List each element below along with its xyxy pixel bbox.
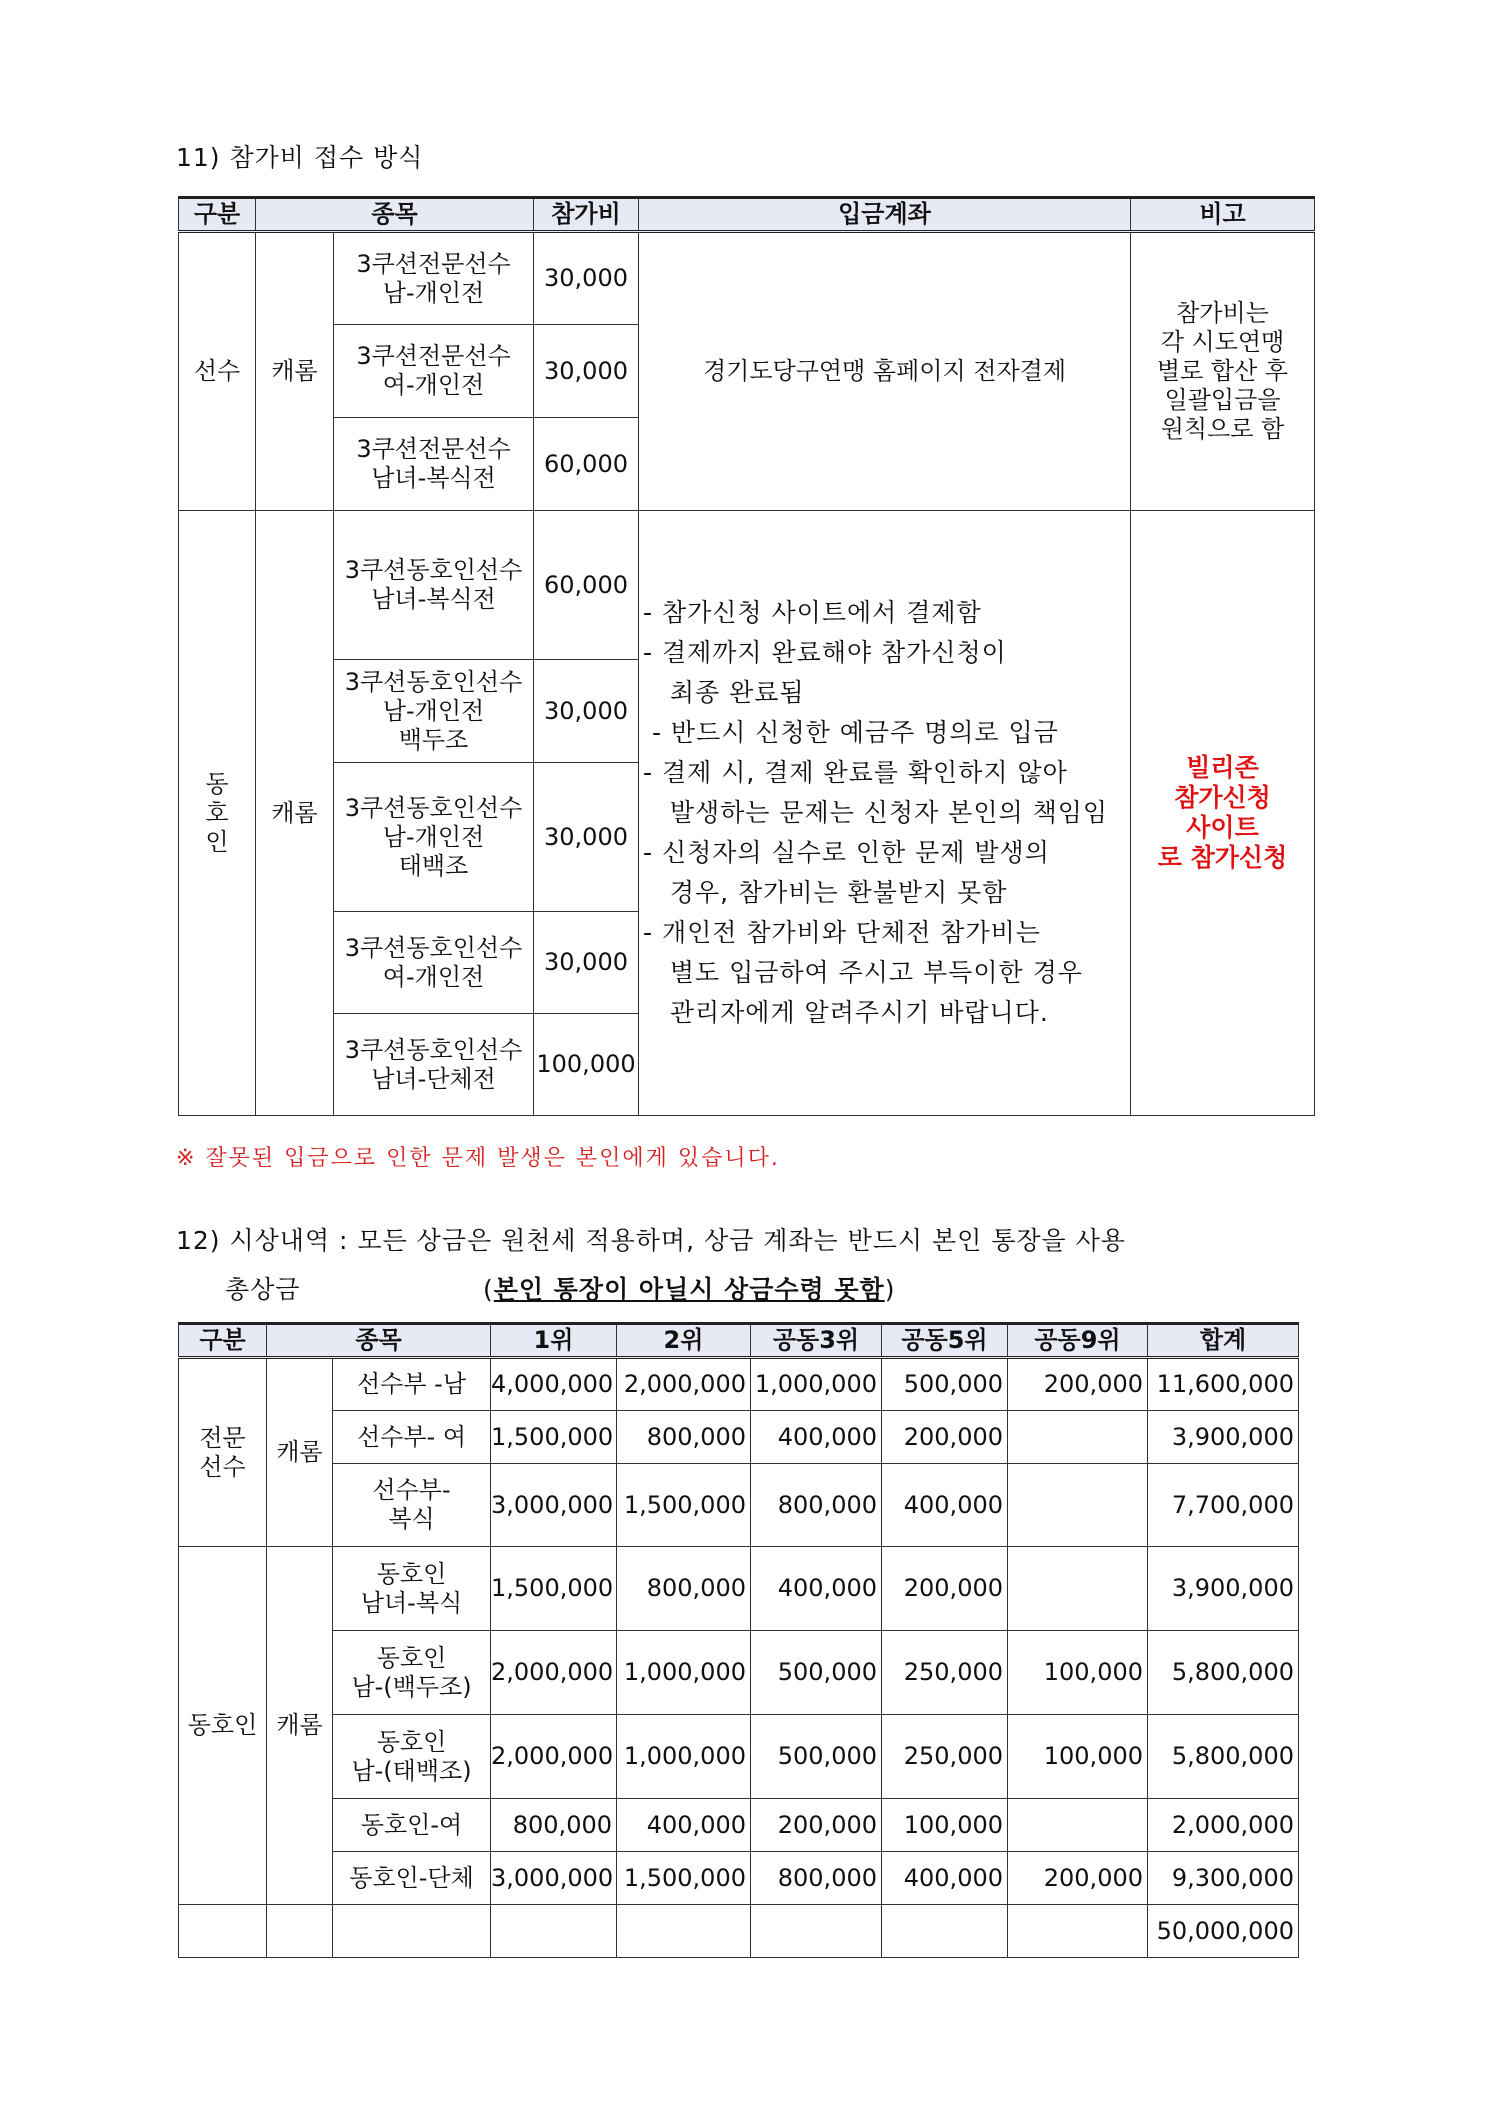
empty-cell — [617, 1905, 751, 1958]
fee-cell: 100,000 — [534, 1014, 639, 1116]
fee-cell: 30,000 — [534, 325, 639, 418]
event-cell: 동호인-여 — [333, 1799, 491, 1852]
empty-cell — [882, 1905, 1008, 1958]
prize-cell: 4,000,000 — [491, 1358, 617, 1411]
fee-cell: 60,000 — [534, 511, 639, 660]
note-line: - 결제까지 완료해야 참가신청이 — [643, 638, 1007, 667]
prize-cell: 250,000 — [882, 1631, 1008, 1715]
section-11-title: 11) 참가비 접수 방식 — [176, 143, 424, 172]
prize-cell: 400,000 — [617, 1799, 751, 1852]
fee-table-header — [179, 198, 1315, 232]
prize-cell: 200,000 — [882, 1411, 1008, 1464]
empty-cell — [1008, 1905, 1148, 1958]
prize-cell: 400,000 — [751, 1411, 882, 1464]
fee-table — [178, 196, 1315, 1116]
event-cell: 3쿠션전문선수 남녀-복식전 — [334, 418, 534, 511]
total-cell: 3,900,000 — [1148, 1547, 1299, 1631]
col-header: 구분 — [179, 198, 256, 232]
account-warning — [483, 1270, 895, 1306]
group-cell: 동호인 — [179, 1547, 267, 1905]
table-row — [179, 511, 1315, 660]
note-line: - 반드시 신청한 예금주 명의로 입금 — [643, 718, 1059, 747]
col-header: 비고 — [1131, 198, 1315, 232]
event-cell: 동호인 남녀-복식 — [333, 1547, 491, 1631]
empty-cell — [267, 1905, 333, 1958]
group-cell: 동 호 인 — [179, 511, 256, 1116]
prize-cell: 800,000 — [617, 1547, 751, 1631]
prize-cell: 100,000 — [882, 1799, 1008, 1852]
prize-cell — [1008, 1464, 1148, 1547]
paren-close: ) — [884, 1275, 896, 1304]
section-12-title: 12) 시상내역 : 모든 상금은 원천세 적용하며, 상금 계좌는 반드시 본인 통장을 사용 — [176, 1226, 1126, 1255]
account-cell: 경기도당구연맹 홈페이지 전자결제 — [639, 232, 1131, 511]
category-cell: 캐롬 — [256, 511, 334, 1116]
note-line: - 결제 시, 결제 완료를 확인하지 않아 — [643, 758, 1068, 787]
col-header: 공동3위 — [751, 1324, 882, 1358]
event-cell: 선수부 -남 — [333, 1358, 491, 1411]
table-row — [179, 1799, 1299, 1852]
prize-cell: 1,000,000 — [617, 1715, 751, 1799]
event-cell: 3쿠션동호인선수 여-개인전 — [334, 912, 534, 1014]
prize-cell: 2,000,000 — [491, 1631, 617, 1715]
col-header: 2위 — [617, 1324, 751, 1358]
prize-cell: 800,000 — [751, 1852, 882, 1905]
col-header: 종목 — [267, 1324, 491, 1358]
category-cell: 캐롬 — [256, 232, 334, 511]
col-header: 구분 — [179, 1324, 267, 1358]
grand-total-cell: 50,000,000 — [1148, 1905, 1299, 1958]
empty-cell — [179, 1905, 267, 1958]
warning-note: ※ 잘못된 입금으로 인한 문제 발생은 본인에게 있습니다. — [176, 1146, 780, 1171]
event-cell: 3쿠션동호인선수 남-개인전 태백조 — [334, 763, 534, 912]
total-cell: 9,300,000 — [1148, 1852, 1299, 1905]
prize-cell: 250,000 — [882, 1715, 1008, 1799]
event-cell: 3쿠션전문선수 여-개인전 — [334, 325, 534, 418]
note-line: 경우, 참가비는 환불받지 못함 — [643, 878, 1008, 907]
remark-cell: 참가비는 각 시도연맹 별로 합산 후 일괄입금을 원칙으로 함 — [1131, 232, 1315, 511]
prize-cell: 100,000 — [1008, 1631, 1148, 1715]
event-cell: 동호인 남-(백두조) — [333, 1631, 491, 1715]
note-line: 최종 완료됨 — [643, 678, 805, 707]
total-cell: 2,000,000 — [1148, 1799, 1299, 1852]
event-cell: 3쿠션동호인선수 남녀-단체전 — [334, 1014, 534, 1116]
prize-cell: 500,000 — [751, 1715, 882, 1799]
account-warning-text: 본인 통장이 아닐시 상금수령 못함 — [493, 1275, 885, 1304]
prize-cell — [1008, 1799, 1148, 1852]
prize-cell: 400,000 — [882, 1464, 1008, 1547]
table-row — [179, 1715, 1299, 1799]
note-line: 관리자에게 알려주시기 바랍니다. — [643, 998, 1049, 1027]
prize-cell: 1,500,000 — [491, 1411, 617, 1464]
group-cell: 전문 선수 — [179, 1358, 267, 1547]
payment-notes — [639, 511, 1131, 1116]
prize-cell: 200,000 — [751, 1799, 882, 1852]
prize-cell: 200,000 — [1008, 1358, 1148, 1411]
table-row — [179, 232, 1315, 325]
event-cell: 동호인 남-(태백조) — [333, 1715, 491, 1799]
group-cell: 선수 — [179, 232, 256, 511]
fee-cell: 30,000 — [534, 660, 639, 763]
prize-cell — [1008, 1547, 1148, 1631]
total-cell: 5,800,000 — [1148, 1715, 1299, 1799]
prize-cell: 100,000 — [1008, 1715, 1148, 1799]
fee-cell: 30,000 — [534, 912, 639, 1014]
paren-open: ( — [483, 1275, 494, 1304]
fee-cell: 60,000 — [534, 418, 639, 511]
prize-cell: 2,000,000 — [617, 1358, 751, 1411]
prize-cell — [1008, 1411, 1148, 1464]
empty-cell — [333, 1905, 491, 1958]
table-row — [179, 1631, 1299, 1715]
col-header: 입금계좌 — [639, 198, 1131, 232]
prize-cell: 1,500,000 — [617, 1852, 751, 1905]
col-header: 종목 — [256, 198, 534, 232]
prize-cell: 800,000 — [751, 1464, 882, 1547]
total-cell: 11,600,000 — [1148, 1358, 1299, 1411]
prize-cell: 800,000 — [617, 1411, 751, 1464]
prize-cell: 200,000 — [882, 1547, 1008, 1631]
prize-cell: 3,000,000 — [491, 1464, 617, 1547]
event-cell: 3쿠션동호인선수 남-개인전 백두조 — [334, 660, 534, 763]
event-cell: 동호인-단체 — [333, 1852, 491, 1905]
prize-cell: 800,000 — [491, 1799, 617, 1852]
table-row — [179, 1411, 1299, 1464]
total-cell: 5,800,000 — [1148, 1631, 1299, 1715]
prize-cell: 1,500,000 — [617, 1464, 751, 1547]
prize-cell: 1,000,000 — [751, 1358, 882, 1411]
event-cell: 선수부- 복식 — [333, 1464, 491, 1547]
fee-cell: 30,000 — [534, 232, 639, 325]
col-header: 공동5위 — [882, 1324, 1008, 1358]
prize-cell: 400,000 — [882, 1852, 1008, 1905]
prize-cell: 2,000,000 — [491, 1715, 617, 1799]
table-row — [179, 1852, 1299, 1905]
category-cell: 캐롬 — [267, 1358, 333, 1547]
note-line: - 신청자의 실수로 인한 문제 발생의 — [643, 838, 1050, 867]
empty-cell — [491, 1905, 617, 1958]
total-cell: 3,900,000 — [1148, 1411, 1299, 1464]
table-row — [179, 1358, 1299, 1411]
total-cell: 7,700,000 — [1148, 1464, 1299, 1547]
remark-cell-red: 빌리존 참가신청 사이트 로 참가신청 — [1131, 511, 1315, 1116]
col-header: 1위 — [491, 1324, 617, 1358]
event-cell: 선수부- 여 — [333, 1411, 491, 1464]
note-line: - 참가신청 사이트에서 결제함 — [643, 598, 982, 627]
prize-table-header — [179, 1324, 1299, 1358]
col-header: 참가비 — [534, 198, 639, 232]
note-line: - 개인전 참가비와 단체전 참가비는 — [643, 918, 1041, 947]
note-line: 발생하는 문제는 신청자 본인의 책임임 — [643, 798, 1109, 827]
table-row — [179, 1547, 1299, 1631]
col-header: 합계 — [1148, 1324, 1299, 1358]
prize-cell: 500,000 — [882, 1358, 1008, 1411]
prize-cell: 500,000 — [751, 1631, 882, 1715]
total-prize-label: 총상금 — [225, 1275, 301, 1304]
prize-cell: 400,000 — [751, 1547, 882, 1631]
empty-cell — [751, 1905, 882, 1958]
event-cell: 3쿠션전문선수 남-개인전 — [334, 232, 534, 325]
table-row — [179, 1464, 1299, 1547]
prize-cell: 1,500,000 — [491, 1547, 617, 1631]
grand-total-row — [179, 1905, 1299, 1958]
fee-cell: 30,000 — [534, 763, 639, 912]
prize-cell: 1,000,000 — [617, 1631, 751, 1715]
prize-table — [178, 1322, 1299, 1958]
col-header: 공동9위 — [1008, 1324, 1148, 1358]
prize-cell: 200,000 — [1008, 1852, 1148, 1905]
category-cell: 캐롬 — [267, 1547, 333, 1905]
prize-cell: 3,000,000 — [491, 1852, 617, 1905]
event-cell: 3쿠션동호인선수 남녀-복식전 — [334, 511, 534, 660]
note-line: 별도 입금하여 주시고 부득이한 경우 — [643, 958, 1083, 987]
